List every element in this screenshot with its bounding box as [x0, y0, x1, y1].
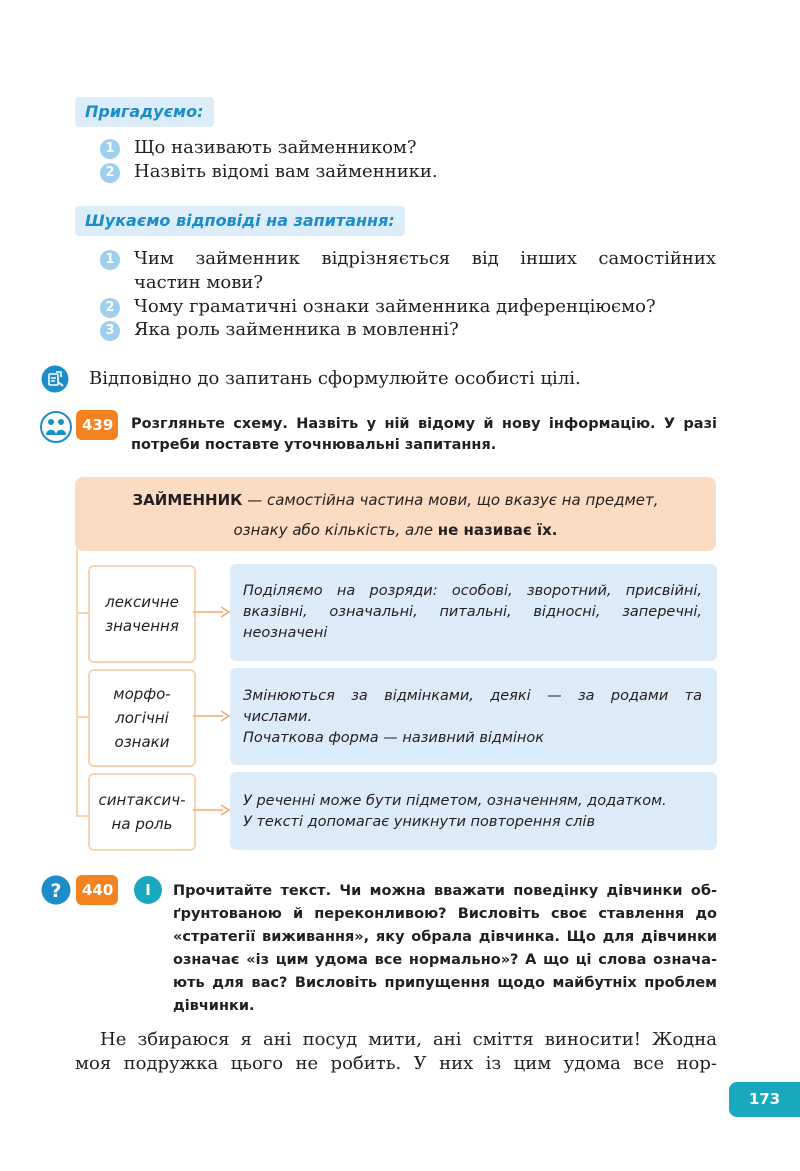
task-440-badge: 440 — [76, 875, 118, 905]
task-440-line-1: Прочитайте текст. Чи можна вважати поведінку дівчинки об- — [173, 883, 717, 899]
label-line: синтаксич- — [98, 791, 186, 809]
goals-text: Відповідно до запитань сформулюйте особисті цілі. — [89, 368, 581, 389]
task-439-line-2: потреби поставте уточнювальні запитання. — [131, 437, 497, 453]
definition-line-1: — самостійна частина мови, що вказує на предмет, — [242, 491, 659, 509]
question-3-number: 3 — [100, 321, 120, 341]
morphological-features-description — [230, 668, 717, 765]
description-line: неозначені — [243, 625, 328, 641]
task-440-line-3: «стратегії виживання», яку обрала дівчинка. Що для дівчинки — [173, 929, 717, 945]
page-number: 173 — [729, 1082, 800, 1117]
arrow-right-icon — [193, 710, 231, 722]
question-1-line-1: Чим займенник відрізняється від інших самостійних — [134, 248, 716, 269]
task-440-line-6: дівчинки. — [173, 998, 255, 1014]
label-line: логічні — [115, 709, 169, 727]
syntactic-role-description — [230, 772, 717, 850]
morphological-features-label — [88, 669, 196, 767]
definition-term: ЗАЙМЕННИК — [132, 491, 243, 509]
description-line: У тексті допомагає уникнути повторення слів — [243, 814, 596, 830]
description-line: Початкова форма — називний відмінок — [243, 730, 545, 746]
question-1-number: 1 — [100, 250, 120, 270]
description-line: Змінюються за відмінками, деякі — за родами та — [243, 688, 702, 704]
pair-work-icon — [40, 411, 72, 443]
question-2-text: Чому граматичні ознаки займенника диференціюємо? — [134, 296, 656, 317]
recall-item-2-text: Назвіть відомі вам займенники. — [134, 161, 438, 182]
task-440-level-marker: І — [134, 876, 162, 904]
task-440-line-4: означає «із цим удома все нормально»? А що ці слова означа- — [173, 952, 717, 968]
label-line: на роль — [111, 815, 173, 833]
recall-item-1-text: Що називають займенником? — [134, 137, 417, 158]
task-440-line-5: ють для вас? Висловіть припущення щодо майбутніх проблем — [173, 975, 717, 991]
scheme-connector-line — [76, 549, 78, 817]
label-line: значення — [105, 617, 179, 635]
reading-text-line-2: моя подружка цього не робить. У них із цим удома все нор- — [75, 1053, 717, 1074]
reading-text-line-1: Не збираюся я ані посуд мити, ані сміття виносити! Жодна — [100, 1029, 717, 1050]
questions-heading: Шукаємо відповіді на запитання: — [75, 206, 405, 236]
description-line: вказівні, означальні, питальні, відносні, заперечні, — [243, 604, 702, 620]
label-line: морфо- — [113, 685, 171, 703]
arrow-right-icon — [193, 804, 231, 816]
description-line: числами. — [243, 709, 313, 725]
lexical-meaning-description — [230, 564, 717, 661]
lexical-meaning-label — [88, 565, 196, 663]
recall-item-1-number: 1 — [100, 139, 120, 159]
description-line: У реченні може бути підметом, означенням, додатком. — [243, 793, 667, 809]
definition-line-2: ознаку або кількість, але — [233, 521, 438, 539]
goals-icon — [41, 365, 69, 393]
recall-item-2-number: 2 — [100, 163, 120, 183]
recall-heading: Пригадуємо: — [75, 97, 214, 127]
arrow-right-icon — [193, 606, 231, 618]
label-line: ознаки — [114, 733, 170, 751]
label-line: лексичне — [105, 593, 179, 611]
task-440-line-2: ґрунтованою й переконливою? Висловіть своє ставлення до — [173, 906, 717, 922]
definition-box — [75, 477, 716, 551]
description-line: Поділяємо на розряди: особові, зворотний, присвійні, — [243, 583, 702, 599]
task-439-badge: 439 — [76, 410, 118, 440]
question-3-text: Яка роль займенника в мовленні? — [134, 319, 459, 340]
task-439-line-1: Розгляньте схему. Назвіть у ній відому й нову інформацію. У разі — [131, 416, 717, 432]
syntactic-role-label — [88, 773, 196, 851]
definition-emphasis: не називає їх. — [437, 521, 558, 539]
question-mark-icon — [41, 875, 71, 905]
question-2-number: 2 — [100, 298, 120, 318]
svg-text:?: ? — [50, 880, 62, 902]
question-1-line-2: частин мови? — [134, 272, 264, 293]
